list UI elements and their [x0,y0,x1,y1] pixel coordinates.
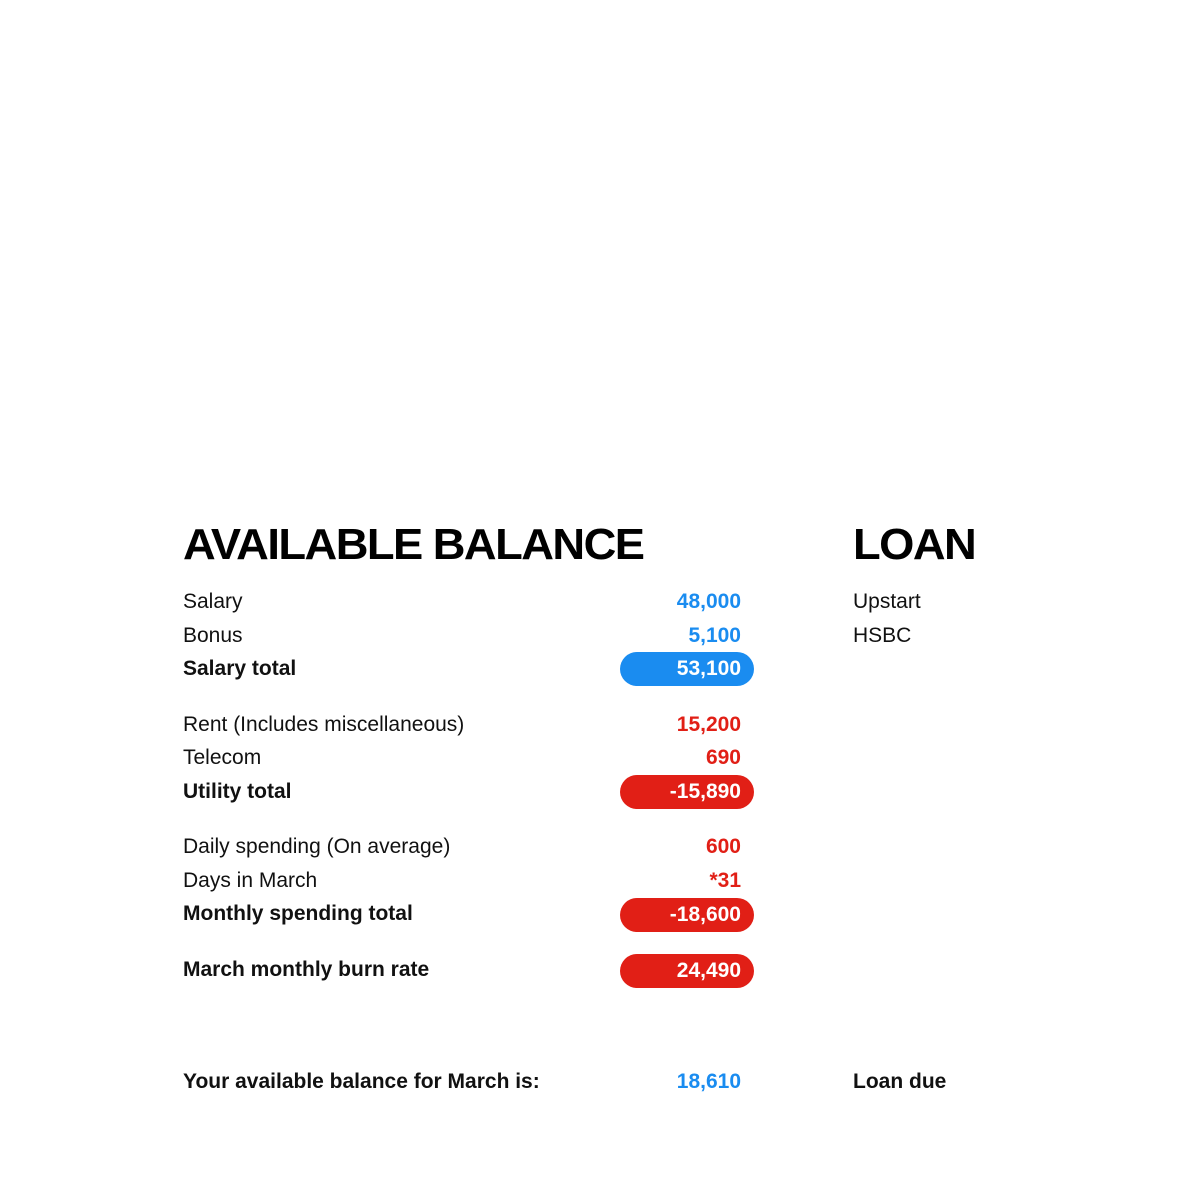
burn-rate-value: 24,490 [676,959,741,982]
loan-heading: LOAN [853,520,976,569]
monthly-spending-total-value: -18,600 [669,903,741,926]
rent-value: 15,200 [676,713,741,736]
salary-label: Salary [183,590,243,613]
telecom-label: Telecom [183,746,262,769]
days-in-march-value: *31 [709,869,741,892]
loan-item-upstart: Upstart [853,590,921,613]
utility-total-value: -15,890 [669,780,741,803]
utility-total-pill [620,775,754,809]
bonus-label: Bonus [183,624,243,647]
utility-total-label: Utility total [183,780,292,803]
loan-due-label: Loan due [853,1070,947,1093]
burn-rate-pill [620,954,754,988]
days-in-march-label: Days in March [183,869,318,892]
available-balance-result-value: 18,610 [676,1070,741,1093]
monthly-spending-total-pill [620,898,754,932]
salary-total-label: Salary total [183,657,297,680]
salary-value: 48,000 [676,590,741,613]
rent-label: Rent (Includes miscellaneous) [183,713,465,736]
loan-item-hsbc: HSBC [853,624,912,647]
available-balance-heading: AVAILABLE BALANCE [183,520,644,569]
monthly-spending-total-label: Monthly spending total [183,902,413,925]
daily-spending-label: Daily spending (On average) [183,835,451,858]
burn-rate-label: March monthly burn rate [183,958,430,981]
salary-total-pill [620,652,754,686]
available-balance-result-label: Your available balance for March is: [183,1070,540,1093]
bonus-value: 5,100 [688,624,741,647]
daily-spending-value: 600 [705,835,741,858]
salary-total-value: 53,100 [676,657,741,680]
telecom-value: 690 [705,746,741,769]
